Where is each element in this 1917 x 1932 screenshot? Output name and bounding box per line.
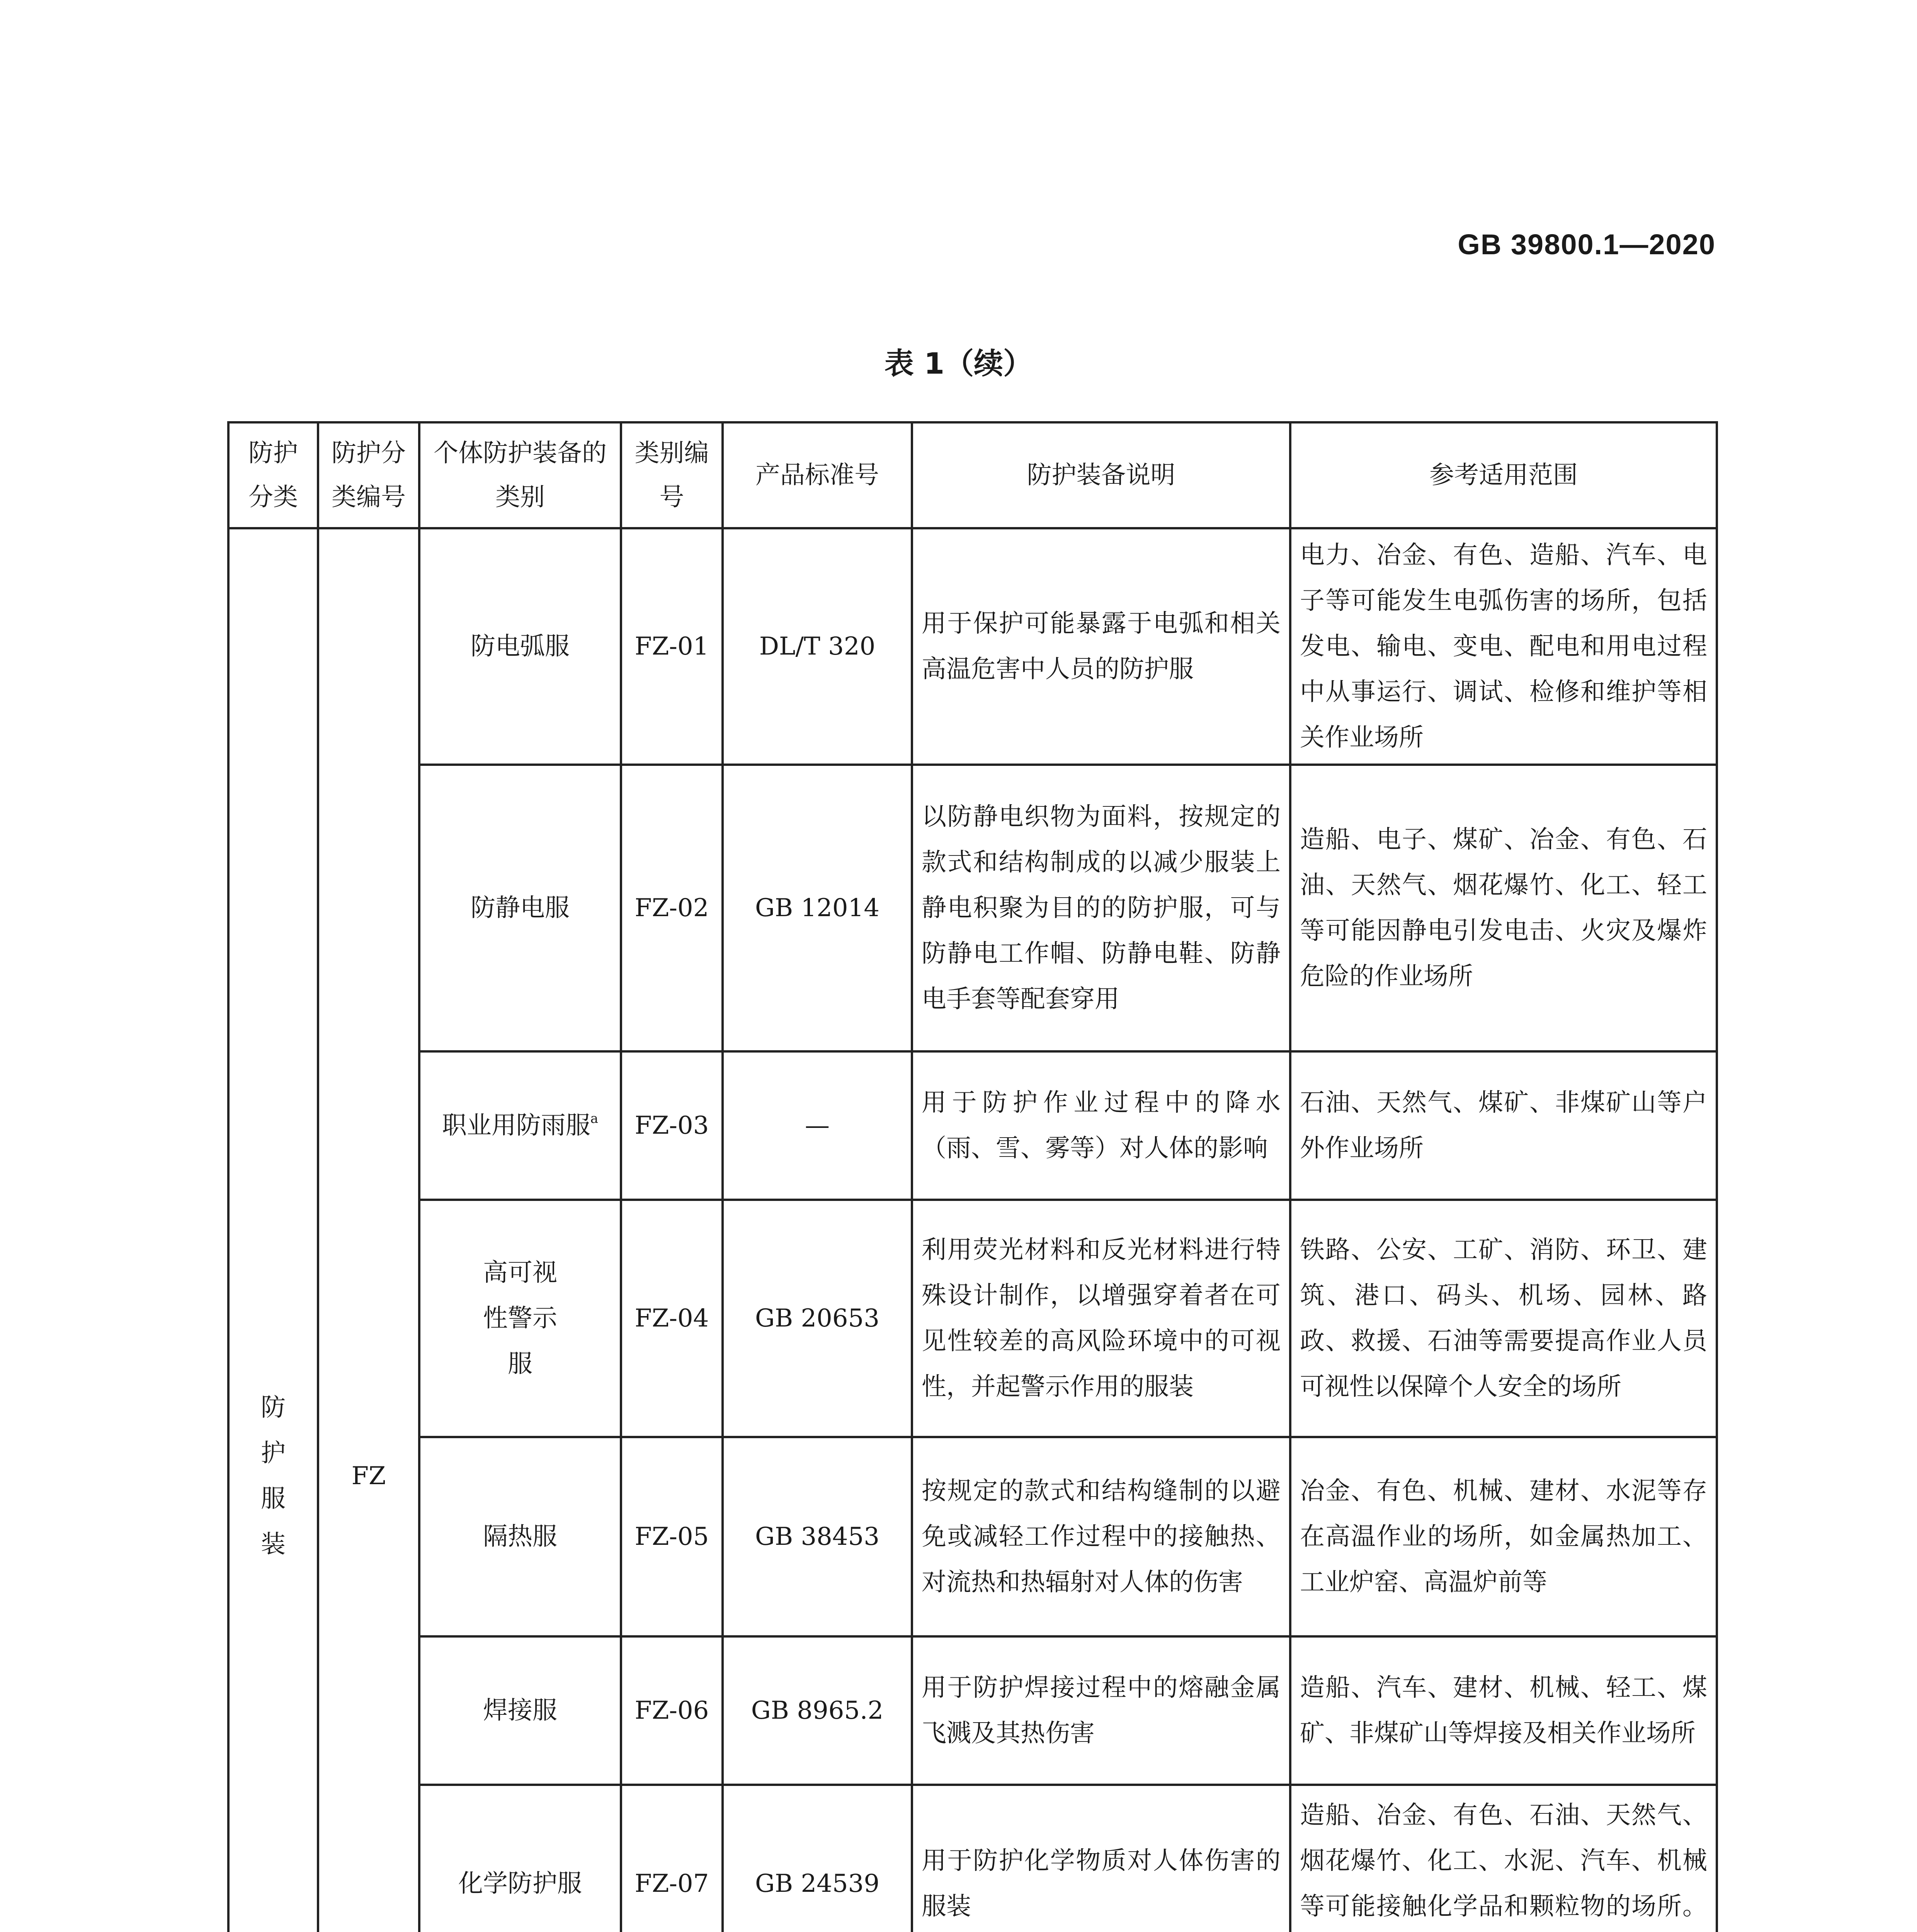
application-scope: 电力、冶金、有色、造船、汽车、电子等可能发生电弧伤害的场所，包括发电、输电、变电、配电和用电过程中从事运行、调试、检修和维护等相关作业场所 <box>1290 528 1717 765</box>
column-header: 类别编号 <box>621 422 723 528</box>
equipment-type-name <box>419 528 621 765</box>
protection-category: 防 护 服 装 <box>228 528 318 1932</box>
equipment-type-name-text: 防电弧服 <box>471 632 570 661</box>
category-code: FZ-01 <box>621 528 723 765</box>
table-row <box>228 1785 1717 1932</box>
category-code: FZ-05 <box>621 1437 723 1636</box>
category-code: FZ-06 <box>621 1636 723 1785</box>
standard-code: GB 39800.1—2020 <box>1458 228 1716 260</box>
category-code: FZ-02 <box>621 765 723 1051</box>
application-scope: 石油、天然气、煤矿、非煤矿山等户外作业场所 <box>1290 1051 1717 1200</box>
product-standard: GB 38453 <box>723 1437 912 1636</box>
equipment-description: 按规定的款式和结构缝制的以避免或减轻工作过程中的接触热、对流热和热辐射对人体的伤害 <box>912 1437 1290 1636</box>
equipment-table <box>227 421 1718 1932</box>
application-scope: 铁路、公安、工矿、消防、环卫、建筑、港口、码头、机场、园林、路政、救援、石油等需要提高作业人员可视性以保障个人安全的场所 <box>1290 1200 1717 1437</box>
table-row <box>228 1200 1717 1437</box>
application-scope: 造船、冶金、有色、石油、天然气、烟花爆竹、化工、水泥、汽车、机械等可能接触化学品和颗粒物的场所。 <box>1290 1785 1717 1932</box>
product-standard: GB 12014 <box>723 765 912 1051</box>
equipment-type-name <box>419 1200 621 1437</box>
product-standard: GB 8965.2 <box>723 1636 912 1785</box>
application-scope: 造船、电子、煤矿、冶金、有色、石油、天然气、烟花爆竹、化工、轻工等可能因静电引发电击、火灾及爆炸危险的作业场所 <box>1290 765 1717 1051</box>
category-code: FZ-07 <box>621 1785 723 1932</box>
product-standard: DL/T 320 <box>723 528 912 765</box>
table-row <box>228 1636 1717 1785</box>
category-code: FZ-04 <box>621 1200 723 1437</box>
equipment-type-name-text: 职业用防雨服 <box>442 1111 590 1140</box>
equipment-description: 以防静电织物为面料，按规定的款式和结构制成的以减少服装上静电积聚为目的的防护服，可与防静电工作帽、防静电鞋、防静电手套等配套穿用 <box>912 765 1290 1051</box>
product-standard: GB 24539 <box>723 1785 912 1932</box>
equipment-type-name <box>419 1636 621 1785</box>
table-row <box>228 765 1717 1051</box>
equipment-description: 用于防护化学物质对人体伤害的服装 <box>912 1785 1290 1932</box>
equipment-type-name-text: 高可视性警示服 <box>483 1259 557 1378</box>
equipment-type-name-text: 焊接服 <box>483 1696 557 1725</box>
equipment-type-name <box>419 1785 621 1932</box>
equipment-type-name-text: 隔热服 <box>483 1522 557 1551</box>
table-title: 表 1（续） <box>884 346 1033 381</box>
product-standard: GB 20653 <box>723 1200 912 1437</box>
equipment-type-name <box>419 1437 621 1636</box>
equipment-description: 用于防护作业过程中的降水（雨、雪、雾等）对人体的影响 <box>912 1051 1290 1200</box>
footnote-marker: a <box>590 1111 599 1126</box>
application-scope: 冶金、有色、机械、建材、水泥等存在高温作业的场所，如金属热加工、工业炉窑、高温炉前等 <box>1290 1437 1717 1636</box>
table-row <box>228 1051 1717 1200</box>
category-code: FZ-03 <box>621 1051 723 1200</box>
equipment-description: 用于防护焊接过程中的熔融金属飞溅及其热伤害 <box>912 1636 1290 1785</box>
column-header: 个体防护装备的类别 <box>419 422 621 528</box>
column-header: 参考适用范围 <box>1290 422 1717 528</box>
application-scope: 造船、汽车、建材、机械、轻工、煤矿、非煤矿山等焊接及相关作业场所 <box>1290 1636 1717 1785</box>
column-header: 防护装备说明 <box>912 422 1290 528</box>
equipment-type-name-text: 防静电服 <box>471 894 570 922</box>
column-header: 产品标准号 <box>723 422 912 528</box>
equipment-type-name <box>419 765 621 1051</box>
equipment-description: 用于保护可能暴露于电弧和相关高温危害中人员的防护服 <box>912 528 1290 765</box>
table-row <box>228 528 1717 765</box>
equipment-description: 利用荧光材料和反光材料进行特殊设计制作，以增强穿着者在可见性较差的高风险环境中的可视性，并起警示作用的服装 <box>912 1200 1290 1437</box>
protection-category-code: FZ <box>318 528 419 1932</box>
column-header: 防护分类 <box>228 422 318 528</box>
table-header-row <box>228 422 1717 528</box>
equipment-type-name <box>419 1051 621 1200</box>
product-standard: — <box>723 1051 912 1200</box>
column-header: 防护分类编号 <box>318 422 419 528</box>
equipment-type-name-text: 化学防护服 <box>458 1869 582 1898</box>
table-row <box>228 1437 1717 1636</box>
